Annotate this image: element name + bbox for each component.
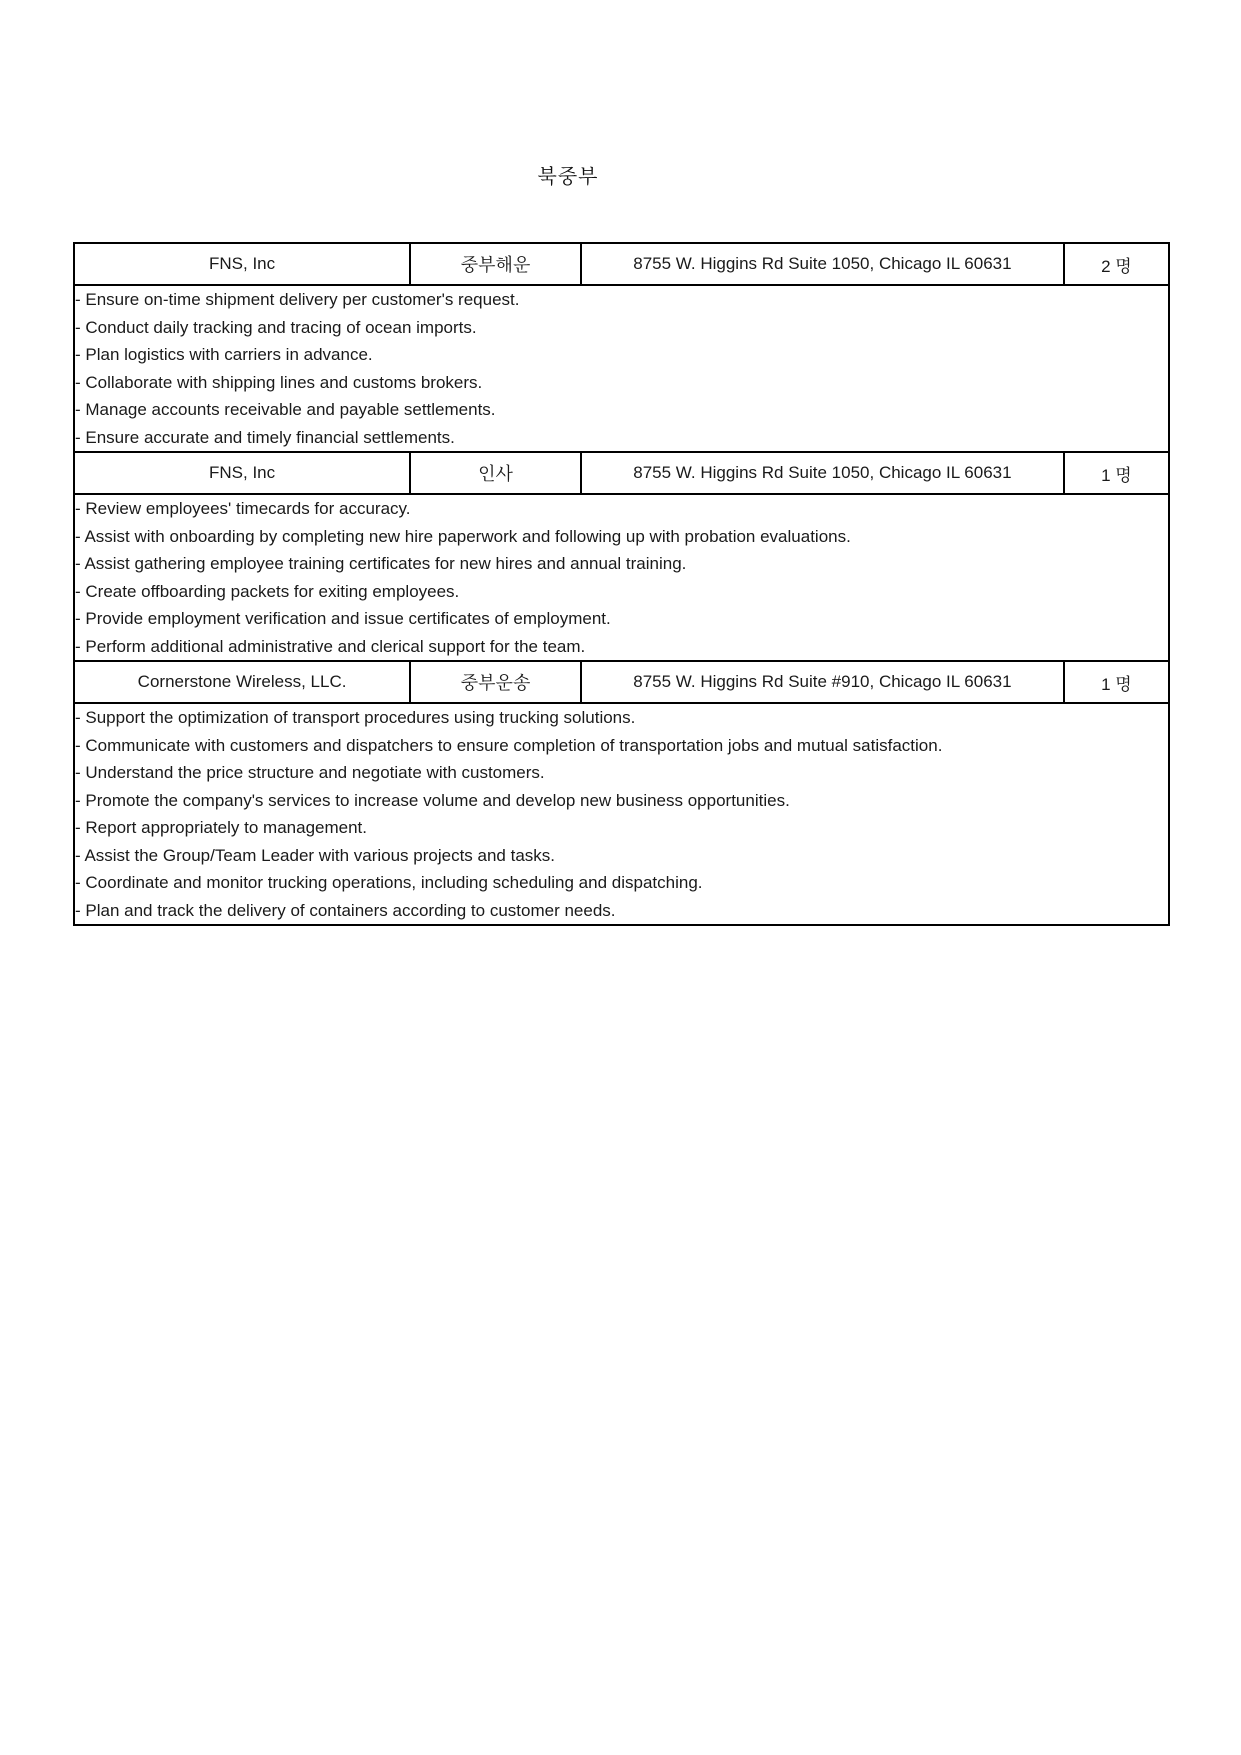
company-name: FNS, Inc xyxy=(74,452,410,494)
duty-item: - Ensure accurate and timely financial settlements. xyxy=(75,427,455,447)
duties-row-1 xyxy=(74,285,1169,452)
duty-item: - Assist with onboarding by completing new hire paperwork and following up with probation evaluations. xyxy=(75,526,851,546)
company-name: FNS, Inc xyxy=(74,243,410,285)
company-address: 8755 W. Higgins Rd Suite #910, Chicago IL 60631 xyxy=(581,661,1064,703)
page-title: 북중부 xyxy=(537,166,599,188)
duty-item: - Collaborate with shipping lines and customs brokers. xyxy=(75,372,483,392)
duties-cell xyxy=(74,494,1169,661)
headcount-badge: 1 명 xyxy=(1064,661,1169,703)
duty-item: - Support the optimization of transport procedures using trucking solutions. xyxy=(75,708,636,727)
duty-item: - Plan and track the delivery of containers according to customer needs. xyxy=(75,900,616,920)
headcount-badge: 1 명 xyxy=(1064,452,1169,494)
duties-cell xyxy=(74,285,1169,452)
company-name: Cornerstone Wireless, LLC. xyxy=(74,661,410,703)
duty-item: - Assist the Group/Team Leader with various projects and tasks. xyxy=(75,845,556,865)
duty-item: - Communicate with customers and dispatchers to ensure completion of transportation jobs and mutual satisfaction. xyxy=(75,735,943,755)
company-header-row-3 xyxy=(74,661,1169,703)
department-name: 인사 xyxy=(410,452,581,494)
duties-row-2 xyxy=(74,494,1169,661)
company-address: 8755 W. Higgins Rd Suite 1050, Chicago IL 60631 xyxy=(581,243,1064,285)
duties-row-3 xyxy=(74,703,1169,925)
company-address: 8755 W. Higgins Rd Suite 1050, Chicago IL 60631 xyxy=(581,452,1064,494)
duty-item: - Review employees' timecards for accuracy. xyxy=(75,499,411,518)
duty-item: - Create offboarding packets for exiting employees. xyxy=(75,581,460,601)
duties-cell xyxy=(74,703,1169,925)
duty-item: - Promote the company's services to increase volume and develop new business opportunities. xyxy=(75,790,790,810)
duty-item: - Plan logistics with carriers in advance. xyxy=(75,345,373,364)
duty-item: - Understand the price structure and negotiate with customers. xyxy=(75,763,545,782)
duty-item: - Assist gathering employee training certificates for new hires and annual training. xyxy=(75,554,687,573)
duty-item: - Ensure on-time shipment delivery per customer's request. xyxy=(75,290,520,309)
jobs-table xyxy=(73,242,1170,926)
headcount-badge: 2 명 xyxy=(1064,243,1169,285)
department-name: 중부운송 xyxy=(410,661,581,703)
duty-item: - Provide employment verification and issue certificates of employment. xyxy=(75,609,611,628)
duty-item: - Coordinate and monitor trucking operations, including scheduling and dispatching. xyxy=(75,873,703,892)
company-header-row-2 xyxy=(74,452,1169,494)
duty-item: - Manage accounts receivable and payable settlements. xyxy=(75,400,496,419)
department-name: 중부해운 xyxy=(410,243,581,285)
company-header-row-1 xyxy=(74,243,1169,285)
duty-item: - Report appropriately to management. xyxy=(75,818,367,837)
duty-item: - Perform additional administrative and clerical support for the team. xyxy=(75,636,586,656)
duty-item: - Conduct daily tracking and tracing of ocean imports. xyxy=(75,317,477,337)
